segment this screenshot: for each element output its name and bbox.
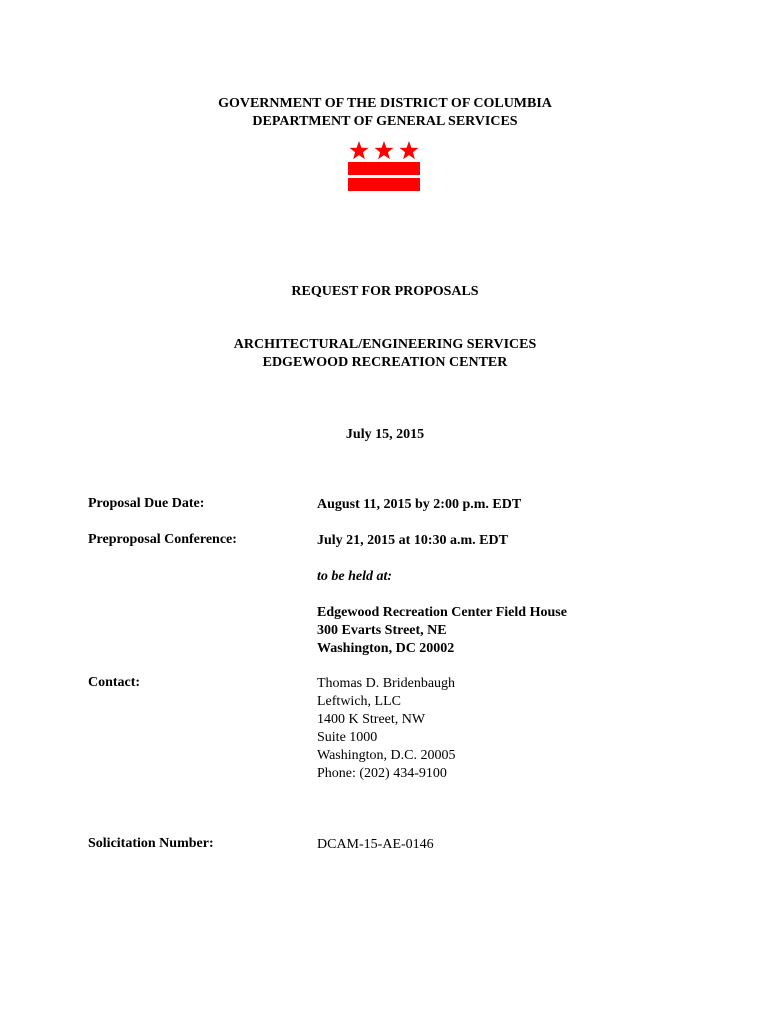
venue-line-3: Washington, DC 20002 xyxy=(317,641,455,656)
venue-address xyxy=(317,604,567,658)
contact-line: Suite 1000 xyxy=(317,730,378,745)
project-title-line-2: EDGEWOOD RECREATION CENTER xyxy=(262,355,508,370)
document-type xyxy=(0,283,770,301)
due-date-label: Proposal Due Date: xyxy=(88,496,205,511)
issue-date xyxy=(0,426,770,444)
contact-line: Washington, D.C. 20005 xyxy=(317,748,456,763)
contact-phone: Phone: (202) 434-9100 xyxy=(317,766,447,781)
agency-header-line-1: GOVERNMENT OF THE DISTRICT OF COLUMBIA xyxy=(218,96,552,111)
due-date-value: August 11, 2015 by 2:00 p.m. EDT xyxy=(317,497,522,512)
agency-header-line-2: DEPARTMENT OF GENERAL SERVICES xyxy=(252,114,518,129)
contact-line: Thomas D. Bridenbaugh xyxy=(317,676,456,691)
venue-line-1: Edgewood Recreation Center Field House xyxy=(317,605,567,620)
solicitation-value: DCAM-15-AE-0146 xyxy=(317,837,434,852)
solicitation-label: Solicitation Number: xyxy=(88,836,214,851)
agency-header xyxy=(0,95,770,131)
conference-label: Preproposal Conference: xyxy=(88,532,237,547)
venue-line-2: 300 Evarts Street, NE xyxy=(317,623,447,638)
project-title xyxy=(0,336,770,372)
contact-address xyxy=(317,675,455,783)
rfp-title: REQUEST FOR PROPOSALS xyxy=(291,284,479,299)
project-title-line-1: ARCHITECTURAL/ENGINEERING SERVICES xyxy=(233,337,537,352)
held-at-text: to be held at: xyxy=(317,569,393,584)
contact-line: 1400 K Street, NW xyxy=(317,712,426,727)
dc-flag-icon xyxy=(347,140,421,192)
conference-value: July 21, 2015 at 10:30 a.m. EDT xyxy=(317,533,508,548)
contact-line: Leftwich, LLC xyxy=(317,694,401,709)
contact-label: Contact: xyxy=(88,675,141,690)
issue-date-text: July 15, 2015 xyxy=(345,427,425,442)
